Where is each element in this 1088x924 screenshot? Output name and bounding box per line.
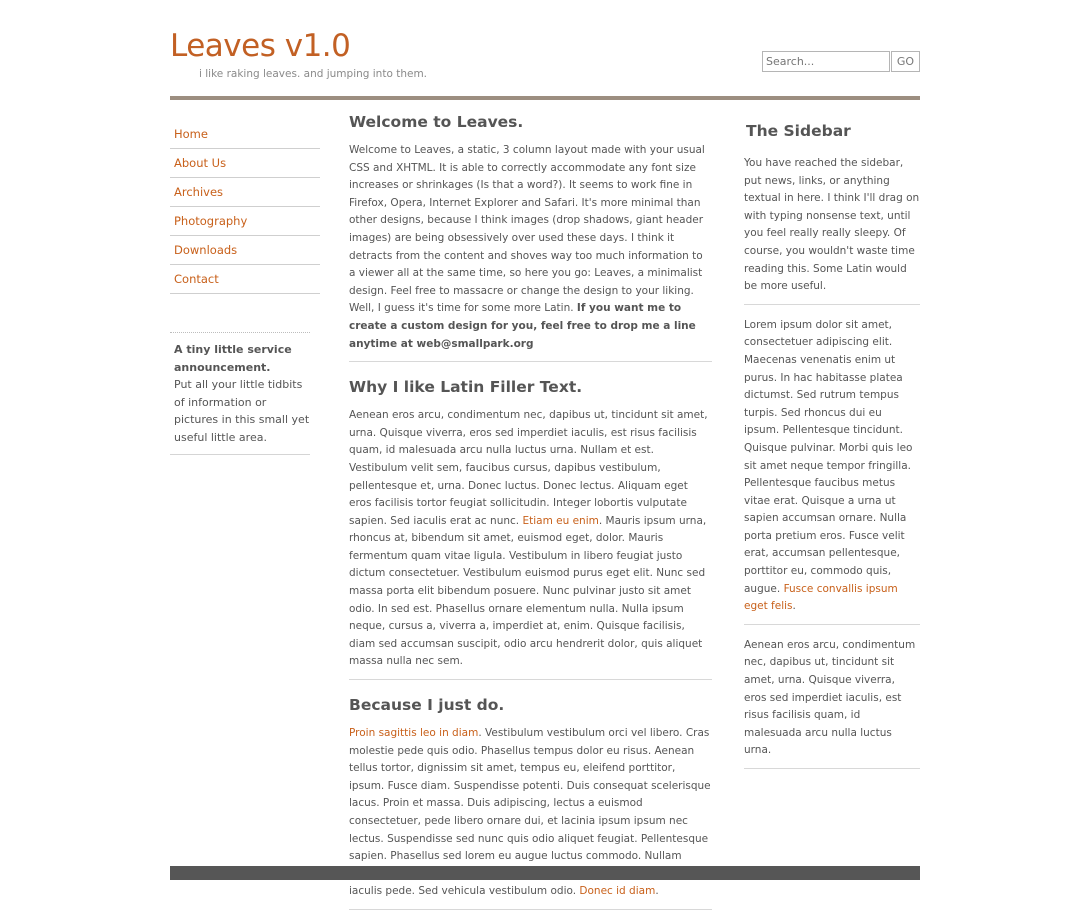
right-sidebar — [744, 119, 920, 781]
main-content — [349, 108, 712, 924]
nav-item-downloads[interactable]: Downloads — [170, 236, 320, 265]
nav-item-photography[interactable]: Photography — [170, 207, 320, 236]
post-link[interactable]: Proin sagittis leo in diam — [349, 727, 479, 740]
sidebar-title: The Sidebar — [746, 122, 851, 140]
nav-item-home[interactable]: Home — [170, 120, 320, 149]
search-go-button[interactable]: GO — [891, 51, 920, 72]
post-title: Welcome to Leaves. — [349, 113, 524, 131]
service-announcement — [170, 332, 310, 455]
post-title: Because I just do. — [349, 696, 505, 715]
header-divider — [170, 96, 920, 100]
sidebar-text: . — [792, 600, 796, 613]
nav-item-archives[interactable]: Archives — [170, 178, 320, 207]
post-text: . Vestibulum vestibulum orci vel libero. Cras molestie pede quis odio. Phasellus tempus dolor eu risus. Aenean tellus tortor, dignissim sit amet, tempus eu, eleifend porttitor, ipsum. Fusce diam. Suspendisse potenti. Duis consequat scelerisque lacus. Proin et massa. Duis adipiscing, lectus a euismod consectetuer, pede libero ornare dui, et lacinia ipsum ipsum nec lectus. Suspendisse sed nunc quis odio aliquet feugiat. Pellentesque sapien. Phasellus sed lorem eu augue luctus commodo. Nullam iaculis pede. Sed vehicula vestibulum odio. — [349, 727, 711, 898]
nav-item-contact[interactable]: Contact — [170, 265, 320, 294]
post-welcome — [349, 111, 712, 362]
sidebar-text: Lorem ipsum dolor sit amet, consectetuer adipiscing elit. Maecenas venenatis enim ut purus. In hac habitasse platea dictumst. Sed rutrum tempus turpis. Sed rhoncus dui eu ipsum. Pellentesque tincidunt. Quisque pulvinar. Morbi quis leo sit amet neque tempor fringilla. Pellentesque faucibus metus vitae erat. Quisque a urna ut sapien accumsan ornare. Nulla porta pretium eros. Fusce velit erat, accumsan pellentesque, porttitor eu, commodo quis, augue. — [744, 318, 913, 595]
post-body — [349, 142, 712, 353]
site-tagline: i like raking leaves. and jumping into them. — [199, 68, 428, 80]
post-title: Why I like Latin Filler Text. — [349, 378, 583, 397]
announcement-body: Put all your little tidbits of information or pictures in this small yet useful little area. — [174, 378, 310, 444]
site-title: Leaves v1.0 — [170, 28, 351, 64]
sidebar-block: Aenean eros arcu, condimentum nec, dapibus ut, tincidunt sit amet, urna. Quisque viverra, eros sed imperdiet iaculis, est risus facilisis quam, id malesuada arcu nulla luctus urna. — [744, 637, 920, 769]
post-link[interactable]: Etiam eu enim — [522, 514, 599, 527]
main-navigation — [170, 120, 320, 294]
nav-item-about-us[interactable]: About Us — [170, 149, 320, 178]
post-bold-text: If you want me to create a custom design for you, feel free to drop me a line anytime at web@smallpark.org — [349, 302, 696, 350]
sidebar-block: You have reached the sidebar, put news, links, or anything textual in here. I think I'll drag on with typing nonsense text, until you feel really really sleepy. Of course, you wouldn't waste time reading this. Some Latin would be more useful. — [744, 155, 920, 305]
footer-bar — [170, 866, 920, 880]
sidebar-block — [744, 317, 920, 625]
post-link[interactable]: Donec id diam — [579, 885, 656, 898]
post-text: Welcome to Leaves, a static, 3 column layout made with your usual CSS and XHTML. It is able to correctly accommodate any font size increases or shrinkages (Is that a word?). It seems to work fine in Firefox, Opera, Internet Explorer and Safari. It's more minimal than other designs, because I think images (drop shadows, giant header images) are being obsessively over used these days. I think it detracts from the content and shoves way too much information to a viewer all at the same time, so here you go: Leaves, a minimalist design. Feel free to massacre or change the design to your liking. Well, I guess it's time for some more Latin. — [349, 144, 705, 315]
sidebar-link[interactable]: Fusce convallis ipsum eget felis — [744, 582, 898, 613]
post-text: . Mauris ipsum urna, rhoncus at, bibendum sit amet, euismod eget, dolor. Mauris fermentum quam vitae ligula. Vestibulum in libero feugiat justo dictum consectetuer. Vestibulum euismod purus eget elit. Nunc sed massa porta elit bibendum posuere. Nunc pulvinar justo sit amet odio. In sed est. Phasellus ornare elementum nulla. Nulla ipsum neque, cursus a, viverra a, imperdiet at, enim. Quisque facilisis, diam sed accumsan suscipit, odio arcu hendrerit dolor, quis aliquet massa nulla nec sem. — [349, 514, 707, 668]
post-latin-filler — [349, 376, 712, 680]
post-body — [349, 407, 712, 671]
post-text: Aenean eros arcu, condimentum nec, dapibus ut, tincidunt sit amet, urna. Quisque viverra, eros sed imperdiet iaculis, est risus facilisis quam, id malesuada arcu nulla luctus urna. Nullam et est. Vestibulum velit sem, faucibus cursus, dapibus vestibulum, pellentesque et, urna. Donec luctus. Donec lectus. Aliquam eget eros facilisis tortor feugiat sollicitudin. Integer lobortis vulputate sapien. Sed iaculis erat ac nunc. — [349, 409, 708, 527]
search-input[interactable] — [762, 51, 890, 72]
post-text: . — [655, 885, 659, 898]
announcement-title: A tiny little service announcement. — [174, 343, 292, 374]
